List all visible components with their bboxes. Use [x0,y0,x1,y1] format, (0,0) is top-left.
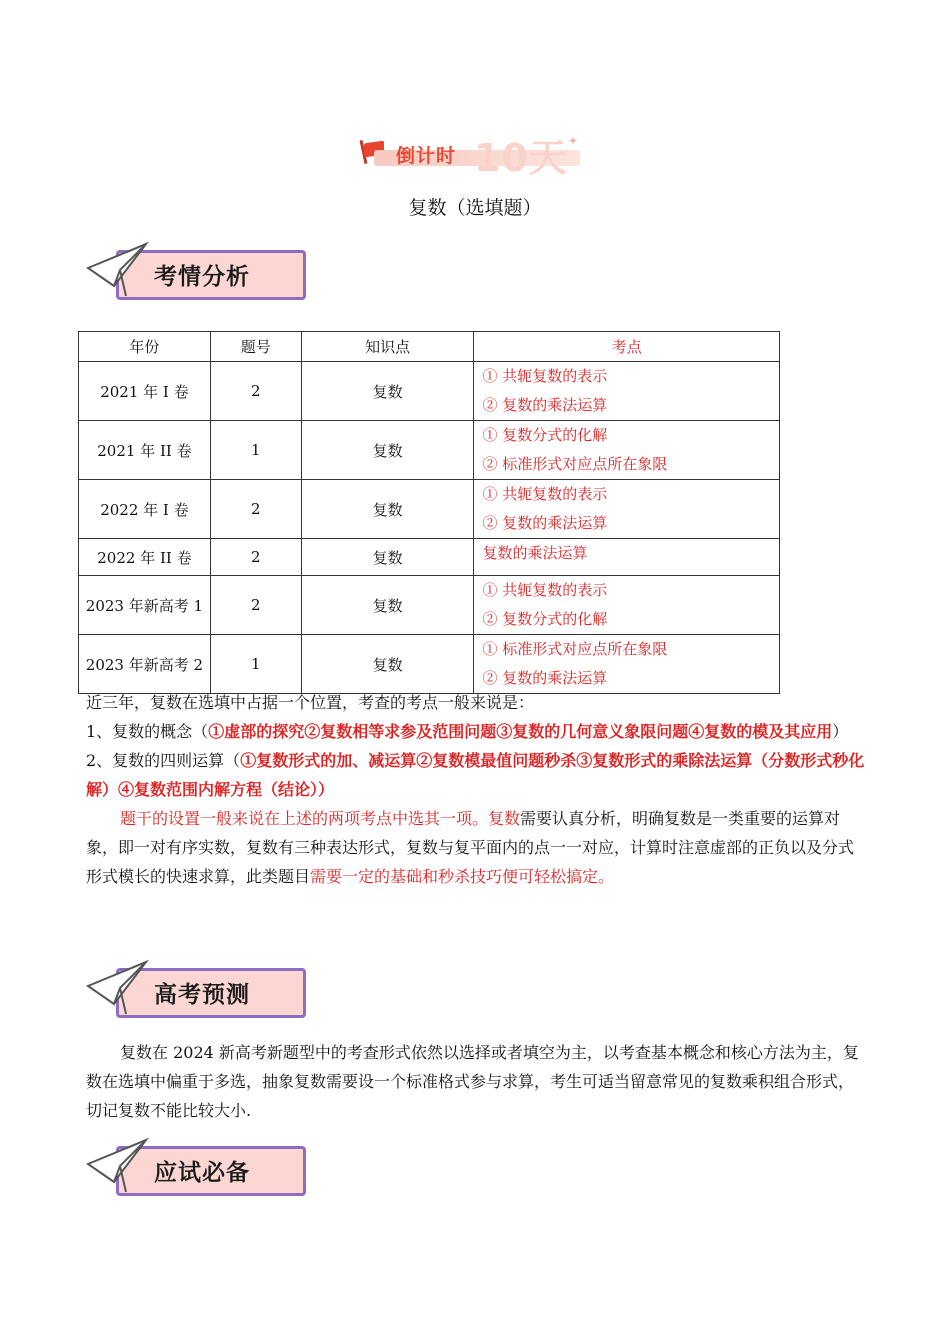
item1-lead: 1、复数的概念（ [86,722,209,741]
banner-prefix: 倒计时 [396,145,457,167]
cell-year: 2021 年 I 卷 [79,362,211,421]
point: ② 复数的乘法运算 [482,396,608,414]
cell-num: 2 [210,362,301,421]
point: ② 复数的乘法运算 [482,669,608,687]
item2-points: ①复数形式的加、减运算②复数模最值问题秒杀③复数形式的乘除法运算（分数形式秒化解）④复数范围内解方程（结论） [86,751,865,799]
cell-topic: 复数 [301,576,474,635]
cell-points [474,480,780,539]
point: ① 共轭复数的表示 [482,581,608,599]
cell-points [474,635,780,694]
section-prepare-header [84,1136,314,1204]
banner-days: 10天 [474,136,568,180]
cell-year: 2022 年 II 卷 [79,539,211,576]
point: 复数的乘法运算 [482,544,588,562]
point: ② 标准形式对应点所在象限 [482,455,668,473]
table-row [79,539,780,576]
cell-topic: 复数 [301,635,474,694]
cell-points [474,576,780,635]
header-year: 年份 [79,332,211,362]
point: ② 复数的乘法运算 [482,514,608,532]
cell-topic: 复数 [301,421,474,480]
point: ① 共轭复数的表示 [482,367,608,385]
paper-plane-icon [84,240,164,304]
point: ① 复数分式的化解 [482,426,608,444]
page-title: 复数（选填题） [408,197,542,219]
cell-num: 2 [210,539,301,576]
point: ① 共轭复数的表示 [482,485,608,503]
para-red-2: 需要一定的基础和秒杀技巧便可轻松搞定。 [310,867,615,886]
paper-plane-icon [84,958,164,1022]
cell-topic: 复数 [301,480,474,539]
para-mid: 需要认真分析，明确复数是一类重要的运算对象，即一对有序实数，复数有三种表达形式，复数与复平面内的点一一对应，计算时注意虚部的正负以及分式形式模长的快速求算，此类题目 [86,809,855,886]
table-header-row [79,332,780,362]
section-forecast-header [84,958,314,1026]
table-row [79,576,780,635]
table-row [79,635,780,694]
section-label: 高考预测 [154,982,250,1008]
header-points: 考点 [474,332,780,362]
table-row [79,480,780,539]
header-num: 题号 [210,332,301,362]
cell-year: 2023 年新高考 2 [79,635,211,694]
item2-lead: 2、复数的四则运算（ [86,751,241,770]
cell-num: 2 [210,576,301,635]
item1-points: ①虚部的探究②复数相等求参及范围问题③复数的几何意义象限问题④复数的模及其应用 [208,722,833,741]
cell-num: 1 [210,635,301,694]
section-analysis-header [84,240,314,308]
exam-table [78,331,780,694]
item2-tail: ） [318,780,335,799]
para-red-1: 题干的设置一般来说在上述的两项考点中选其一项。复数 [120,809,521,828]
analysis-paragraph [86,804,866,891]
point: ② 复数分式的化解 [482,610,608,628]
cell-year: 2023 年新高考 1 [79,576,211,635]
section-label: 应试必备 [154,1160,250,1186]
analysis-item-1 [86,717,866,746]
cell-topic: 复数 [301,539,474,576]
table-row [79,421,780,480]
point: ① 标准形式对应点所在象限 [482,640,668,658]
cell-year: 2022 年 I 卷 [79,480,211,539]
countdown-banner [362,126,584,180]
section-label: 考情分析 [154,264,250,290]
table-row [79,362,780,421]
paper-plane-icon [84,1136,164,1200]
cell-points [474,539,780,576]
cell-points [474,362,780,421]
analysis-item-2 [86,746,866,804]
header-topic: 知识点 [301,332,474,362]
cell-num: 1 [210,421,301,480]
forecast-paragraph: 复数在 2024 新高考新题型中的考查形式依然以选择或者填空为主，以考查基本概念和核心方法为主，复数在选填中偏重于多选，抽象复数需要设一个标准格式参与求算，考生可适当留意常见的复数乘积组合形式，切记复数不能比较大小. [86,1043,859,1120]
analysis-intro: 近三年，复数在选填中占据一个位置，考查的考点一般来说是： [86,693,535,712]
item1-tail: ） [832,722,849,741]
cell-year: 2021 年 II 卷 [79,421,211,480]
cell-points [474,421,780,480]
cell-topic: 复数 [301,362,474,421]
sparkle-icon: ✦ [568,134,579,148]
cell-num: 2 [210,480,301,539]
analysis-block [86,688,866,891]
